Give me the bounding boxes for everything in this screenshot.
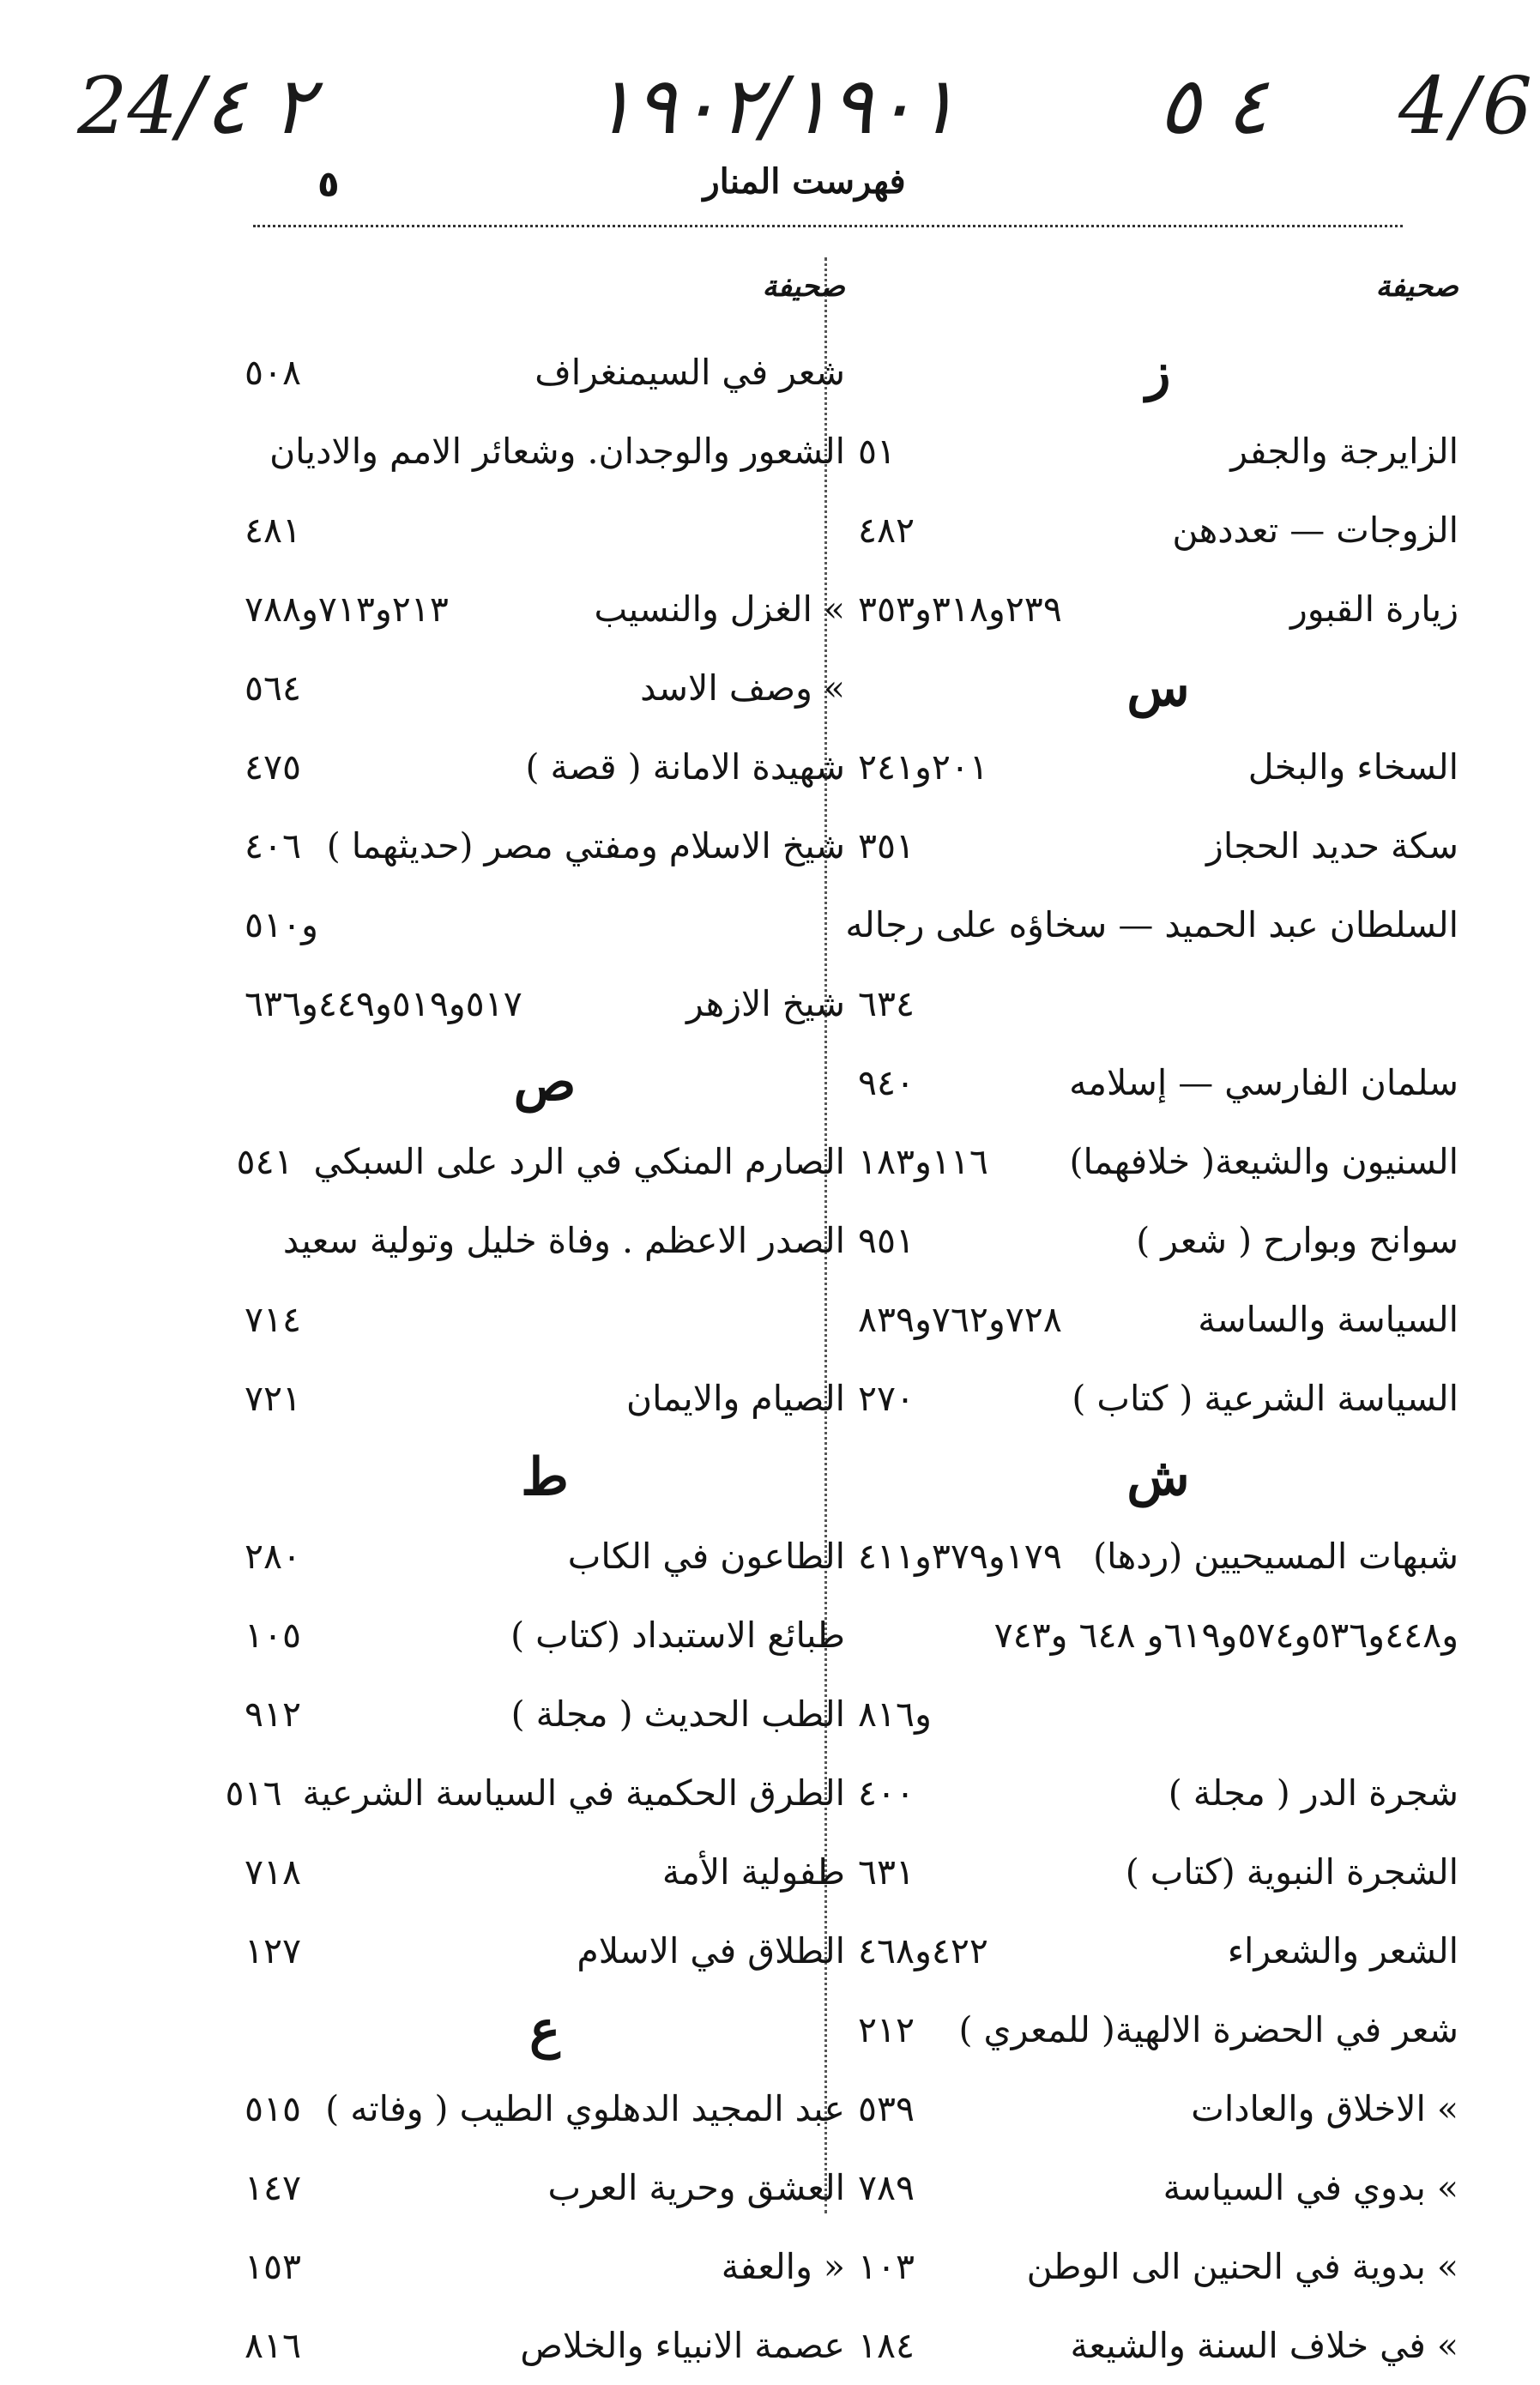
index-entry <box>236 1122 845 1201</box>
index-entry <box>245 1201 845 1280</box>
entry-title: الطلاق في الاسلام <box>577 1929 845 1971</box>
index-entry <box>245 1911 845 1990</box>
entry-title: شعر في السيمنغراف <box>534 351 845 393</box>
entry-pages: و٥١٠ <box>245 903 318 945</box>
header-rule <box>253 225 1403 227</box>
entry-title: شعر في الحضرة الالهية( للمعري ) <box>958 2008 1458 2050</box>
entry-pages: ٤٨١ <box>245 509 302 551</box>
entry-title: الزايرجة والجفر <box>1230 430 1458 472</box>
index-entry <box>858 1043 1458 1122</box>
index-entry <box>858 806 1458 885</box>
section-letter: ص <box>513 1053 577 1113</box>
index-entry <box>858 491 1458 570</box>
index-entry <box>858 1596 1458 1675</box>
entry-title: شبهات المسيحيين (ردها) <box>1093 1535 1458 1577</box>
entry-pages: ٥٣٩ <box>858 2087 915 2129</box>
entry-title: سكة حديد الحجاز <box>1206 824 1458 866</box>
index-entry <box>245 1517 845 1596</box>
entry-pages: ٧٢٨و٧٦٢و٨٣٩ <box>858 1298 1062 1340</box>
index-entry <box>245 2227 845 2306</box>
entry-pages: ١٠٥ <box>245 1614 302 1656</box>
index-entry <box>858 1754 1458 1833</box>
index-entry <box>245 1359 845 1438</box>
entry-pages: ٥١ <box>858 430 897 472</box>
entry-title: السلطان عبد الحميد — سخاؤه على رجاله <box>845 903 1458 945</box>
entry-title: » بدوي في السياسة <box>1163 2166 1458 2208</box>
entry-pages: ٨١٦ <box>245 2324 302 2366</box>
handwritten-note-1: 24/٢ ٤ <box>77 60 315 152</box>
entry-pages: ٥١٦ <box>225 1772 282 1814</box>
entry-title: طبائع الاستبداد (كتاب ) <box>510 1614 845 1656</box>
right-column <box>845 257 1458 2385</box>
handwritten-note-4: 4/6 <box>1398 60 1537 152</box>
entry-pages: ٥٠٨ <box>245 351 302 393</box>
entry-pages: ٧١٨ <box>245 1851 302 1893</box>
index-entry <box>245 806 845 885</box>
entry-pages: ١٢٧ <box>245 1929 302 1971</box>
entry-pages: ٦٣٤ <box>858 982 915 1024</box>
entry-pages: ٣٥١ <box>858 824 915 866</box>
entry-title: السنيون والشيعة( خلافهما) <box>1069 1140 1458 1182</box>
entry-pages: و٨١٦ <box>858 1693 932 1735</box>
index-entry <box>858 1990 1458 2069</box>
handwritten-note-3: ٤ ٥ <box>1158 60 1269 152</box>
entry-pages: ٤٨٢ <box>858 509 915 551</box>
index-entry <box>858 1122 1458 1201</box>
index-entry <box>245 1675 845 1754</box>
entry-pages: ٧١٤ <box>245 1298 302 1340</box>
handwritten-note <box>77 60 1537 154</box>
index-entry <box>245 2306 845 2385</box>
entry-pages: ٤٠٠ <box>858 1772 915 1814</box>
entry-pages: ٩٥١ <box>858 1219 915 1261</box>
entry-title: شيخ الازهر <box>685 982 845 1024</box>
index-entry <box>858 2069 1458 2148</box>
entry-title: عصمة الانبياء والخلاص <box>520 2324 845 2366</box>
entry-title: « والعفة <box>721 2245 845 2287</box>
entry-title: الطاعون في الكاب <box>567 1535 845 1577</box>
index-entry <box>858 728 1458 806</box>
entry-pages: ١٨٤ <box>858 2324 915 2366</box>
entry-title: شهيدة الامانة ( قصة ) <box>525 746 845 788</box>
entry-title: الزوجات — تعددهن <box>1172 509 1458 551</box>
entry-pages: ٥٦٤ <box>245 667 302 709</box>
left-column <box>225 257 845 2385</box>
index-entry <box>845 885 1458 964</box>
section-letter: س <box>1126 658 1190 718</box>
entry-title: العشق وحرية العرب <box>547 2166 845 2208</box>
index-entry <box>858 1280 1458 1359</box>
index-entry <box>245 333 845 412</box>
page-number: ٥ <box>317 163 340 205</box>
entry-title: الشجرة النبوية (كتاب ) <box>1125 1851 1458 1893</box>
index-entry <box>858 2227 1458 2306</box>
entry-pages: ٢١٢ <box>858 2008 915 2050</box>
entry-pages: ١٤٧ <box>245 2166 302 2208</box>
index-entry <box>858 2306 1458 2385</box>
index-entry-continuation <box>245 491 845 570</box>
column-heading: صحيفة <box>1375 269 1458 304</box>
index-entry <box>858 1517 1458 1596</box>
entry-title: الصارم المنكي في الرد على السبكي <box>313 1140 845 1182</box>
entry-title: شيخ الاسلام ومفتي مصر (حديثهما ) <box>326 824 845 866</box>
entry-title: » في خلاف السنة والشيعة <box>1070 2324 1458 2366</box>
entry-title: الصدر الاعظم . وفاة خليل وتولية سعيد <box>282 1219 845 1261</box>
section-letter: ع <box>529 2000 560 2060</box>
entry-title: سوانح وبوارح ( شعر ) <box>1136 1219 1458 1261</box>
entry-title: طفولية الأمة <box>661 1851 845 1893</box>
entry-title: » الاخلاق والعادات <box>1191 2087 1458 2129</box>
entry-title: الصيام والايمان <box>625 1377 845 1419</box>
entry-title: الطب الحديث ( مجلة ) <box>510 1693 845 1735</box>
entry-title: و٤٤٨و٥٣٦و٥٧٤و٦١٩و ٦٤٨ و٧٤٣ <box>993 1614 1458 1656</box>
entry-title: » بدوية في الحنين الى الوطن <box>1026 2245 1458 2287</box>
entry-pages: ٢٣٩و٣١٨و٣٥٣ <box>858 588 1062 630</box>
index-entry <box>245 728 845 806</box>
index-entry <box>858 1911 1458 1990</box>
index-entry <box>245 2069 845 2148</box>
entry-title: » الغزل والنسيب <box>594 588 845 630</box>
entry-pages: ٩٤٠ <box>858 1061 915 1103</box>
left-column-entries <box>225 333 845 2385</box>
entry-pages: ١٧٩و٣٧٩و٤١١ <box>858 1535 1062 1577</box>
entry-title: السياسة الشرعية ( كتاب ) <box>1072 1377 1458 1419</box>
entry-pages: ٢٨٠ <box>245 1535 302 1577</box>
index-entry <box>858 570 1458 649</box>
entry-pages: ٥١٧و٥١٩و٤٤٩و٦٣٦ <box>245 982 522 1024</box>
index-entry <box>245 964 845 1043</box>
page-title: فهرست المنار <box>703 161 906 202</box>
entry-pages: ٦٣١ <box>858 1851 915 1893</box>
entry-title: شجرة الدر ( مجلة ) <box>1168 1772 1458 1814</box>
handwritten-note-2: ١٩٠٢/١٩٠١ <box>592 60 958 152</box>
section-letter: ز <box>1145 342 1171 402</box>
entry-pages: ٥٤١ <box>236 1140 293 1182</box>
entry-pages: ٩١٢ <box>245 1693 302 1735</box>
entry-pages: ١١٦و١٨٣ <box>858 1140 988 1182</box>
entry-title: الشعور والوجدان. وشعائر الامم والاديان <box>269 430 845 472</box>
index-entry-continuation <box>858 1675 1458 1754</box>
entry-title: » وصف الاسد <box>640 667 845 709</box>
section-letter: ط <box>521 1447 569 1507</box>
entry-title: الشعر والشعراء <box>1227 1929 1458 1971</box>
entry-pages: ١٠٣ <box>858 2245 915 2287</box>
section-letter: ش <box>1126 1447 1190 1507</box>
entry-pages: ٢٧٠ <box>858 1377 915 1419</box>
index-entry <box>245 2148 845 2227</box>
right-column-entries <box>845 333 1458 2385</box>
entry-pages: ١٥٣ <box>245 2245 302 2287</box>
entry-title: سلمان الفارسي — إسلامه <box>1069 1061 1458 1103</box>
column-heading: صحيفة <box>762 269 845 304</box>
index-entry <box>858 1359 1458 1438</box>
entry-title: عبد المجيد الدهلوي الطيب ( وفاته ) <box>325 2087 845 2129</box>
entry-pages: ٤٠٦ <box>245 824 302 866</box>
entry-title: السخاء والبخل <box>1247 746 1458 788</box>
entry-pages: ٢١٣و٧١٣و٧٨٨ <box>245 588 449 630</box>
entry-title: السياسة والساسة <box>1198 1298 1458 1340</box>
index-entry-continuation <box>858 964 1458 1043</box>
index-entry <box>245 1833 845 1911</box>
index-entry <box>858 1833 1458 1911</box>
index-entry <box>245 1596 845 1675</box>
index-entry-continuation <box>245 885 845 964</box>
index-entry <box>858 1201 1458 1280</box>
index-entry <box>225 1754 845 1833</box>
index-entry <box>858 412 1458 491</box>
index-entry <box>245 649 845 728</box>
index-entry <box>858 2148 1458 2227</box>
entry-pages: ٥١٥ <box>245 2087 302 2129</box>
entry-pages: ٤٧٥ <box>245 746 302 788</box>
entry-title: الطرق الحكمية في السياسة الشرعية <box>302 1772 845 1814</box>
index-entry-continuation <box>245 1280 845 1359</box>
index-entry <box>245 570 845 649</box>
entry-pages: ٢٠١و٢٤١ <box>858 746 988 788</box>
entry-pages: ٤٢٢و٤٦٨ <box>858 1929 988 1971</box>
index-entry <box>245 412 845 491</box>
entry-title: زيارة القبور <box>1290 588 1458 630</box>
entry-pages: ٧٨٩ <box>858 2166 915 2208</box>
entry-pages: ٧٢١ <box>245 1377 302 1419</box>
